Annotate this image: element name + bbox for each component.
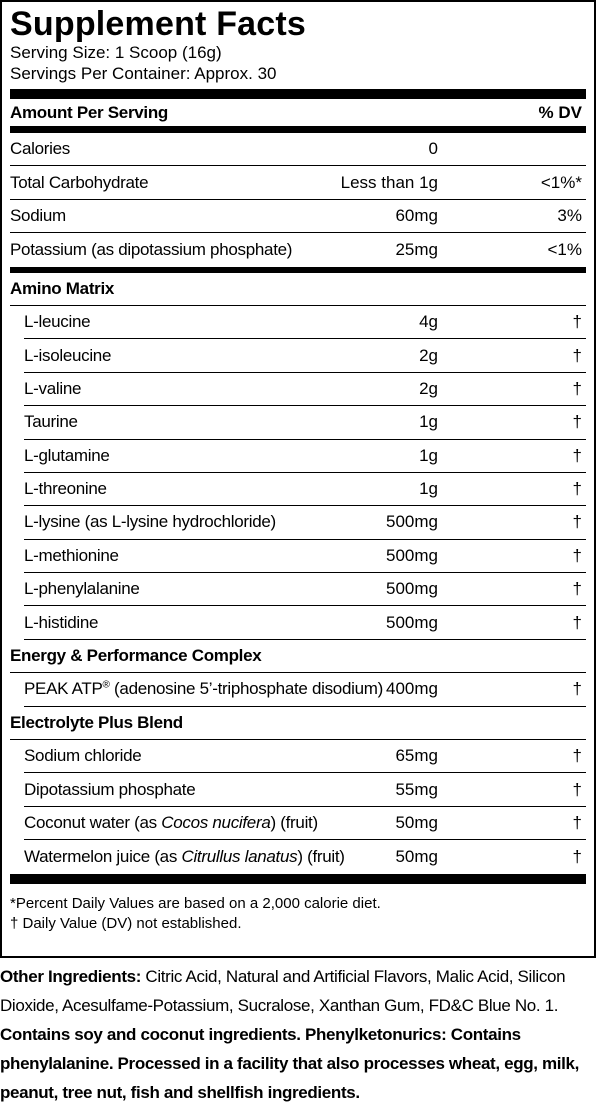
allergen-warning: Contains soy and coconut ingredients. Phenylketonurics: Contains phenylalanine. Processed in a facility that also processes wheat, egg, milk, peanut, tree nut, fish and shellfish ingredients. — [0, 1025, 580, 1102]
latin-name: Citrullus lanatus — [181, 846, 298, 866]
energy-complex-heading — [10, 640, 586, 673]
ingredient-dv: † — [572, 846, 582, 866]
ingredient-dv: † — [572, 679, 582, 699]
ingredient-dv: † — [572, 378, 582, 398]
ingredient-dv: † — [572, 545, 582, 565]
ingredient-amount: 1g — [419, 479, 438, 499]
ingredient-amount: 500mg — [386, 612, 438, 632]
ingredient-amount: 500mg — [386, 512, 438, 532]
ingredient-row — [24, 473, 586, 506]
ingredient-row — [24, 306, 586, 339]
ingredient-row — [24, 573, 586, 606]
ingredient-amount: 1g — [419, 445, 438, 465]
ingredient-dv: † — [572, 579, 582, 599]
name-part: Coconut water (as — [24, 813, 162, 832]
nutrient-dv: <1%* — [540, 172, 582, 192]
ingredient-name: L-phenylalanine — [24, 579, 140, 599]
ingredient-row — [24, 807, 586, 840]
ingredient-amount: 1g — [419, 412, 438, 432]
peak-atp-name: PEAK ATP — [24, 679, 103, 699]
ingredient-amount: 400mg — [386, 679, 438, 699]
panel-title: Supplement Facts — [10, 5, 307, 43]
ingredient-dv: † — [572, 312, 582, 332]
footnote-dagger: † Daily Value (DV) not established. — [10, 914, 242, 932]
nutrient-amount: 25mg — [395, 239, 438, 259]
nutrient-name: Sodium — [10, 205, 66, 225]
ingredient-dv: † — [572, 779, 582, 799]
ingredient-dv: † — [572, 813, 582, 832]
ingredient-row — [24, 840, 586, 873]
nutrient-dv: 3% — [557, 205, 582, 225]
section-title: Amino Matrix — [10, 278, 115, 298]
nutrient-amount: Less than 1g — [340, 172, 438, 192]
amount-per-serving-label: Amount Per Serving — [10, 102, 169, 122]
ingredient-name: Taurine — [24, 412, 78, 432]
ingredient-name: L-glutamine — [24, 445, 110, 465]
ingredient-amount: 65mg — [395, 746, 438, 766]
ingredient-name: L-leucine — [24, 312, 91, 332]
nutrient-amount: 60mg — [395, 205, 438, 225]
ingredient-name: L-lysine (as L-lysine hydrochloride) — [24, 512, 276, 532]
section-title: Energy & Performance Complex — [10, 646, 262, 666]
amount-header-row — [10, 99, 586, 127]
nutrient-name: Calories — [10, 139, 70, 159]
ingredient-dv: † — [572, 345, 582, 365]
ingredient-row — [24, 406, 586, 439]
ingredient-amount: 4g — [419, 312, 438, 332]
ingredient-row — [24, 740, 586, 773]
nutrient-row — [10, 133, 586, 166]
divider-thick — [10, 89, 586, 99]
ingredient-amount: 500mg — [386, 545, 438, 565]
ingredient-dv: † — [572, 612, 582, 632]
ingredient-name: L-valine — [24, 378, 82, 398]
registered-mark: ® — [102, 679, 110, 691]
ingredient-name: L-histidine — [24, 612, 99, 632]
ingredient-dv: † — [572, 412, 582, 432]
ingredient-amount: 2g — [419, 345, 438, 365]
nutrient-dv: <1% — [547, 239, 582, 259]
nutrient-row — [10, 233, 586, 266]
nutrient-name: Total Carbohydrate — [10, 172, 149, 192]
dv-header-label: % DV — [538, 102, 582, 122]
ingredient-row — [24, 773, 586, 806]
peak-atp-description: (adenosine 5’-triphosphate disodium) — [109, 679, 383, 699]
ingredient-row — [24, 440, 586, 473]
ingredient-name: L-methionine — [24, 545, 119, 565]
section-title: Electrolyte Plus Blend — [10, 712, 183, 732]
ingredient-row — [24, 673, 586, 706]
ingredient-row — [24, 506, 586, 539]
nutrient-name: Potassium (as dipotassium phosphate) — [10, 239, 293, 259]
ingredient-row — [24, 339, 586, 372]
ingredient-name: L-isoleucine — [24, 345, 112, 365]
electrolyte-blend-heading — [10, 707, 586, 740]
amino-matrix-heading — [10, 273, 586, 306]
serving-size: Serving Size: 1 Scoop (16g) — [10, 43, 222, 62]
nutrient-row — [10, 200, 586, 233]
ingredient-amount: 50mg — [395, 813, 438, 832]
other-ingredients-list: Citric Acid, Natural and Artificial Flavors, Malic Acid, Silicon Dioxide, Acesulfame-Potassium, Sucralose, Xanthan Gum, FD&C Blue No. 1. — [0, 967, 566, 1015]
nutrient-amount: 0 — [428, 139, 438, 159]
name-part: ) (fruit) — [297, 846, 345, 866]
ingredient-amount: 500mg — [386, 579, 438, 599]
servings-per-container: Servings Per Container: Approx. 30 — [10, 64, 277, 83]
ingredient-amount: 50mg — [395, 846, 438, 866]
ingredient-row — [24, 373, 586, 406]
name-part: Watermelon juice (as — [24, 846, 182, 866]
ingredient-dv: † — [572, 512, 582, 532]
nutrient-row — [10, 166, 586, 199]
ingredient-amount: 55mg — [395, 779, 438, 799]
other-ingredients-label: Other Ingredients: — [0, 967, 142, 986]
ingredient-row — [24, 606, 586, 639]
ingredient-name: Dipotassium phosphate — [24, 779, 196, 799]
ingredient-dv: † — [572, 746, 582, 766]
ingredient-dv: † — [572, 445, 582, 465]
ingredient-name: L-threonine — [24, 479, 107, 499]
footnote-dv: *Percent Daily Values are based on a 2,000 calorie diet. — [10, 894, 381, 912]
latin-name: Cocos nucifera — [161, 813, 271, 832]
ingredient-dv: † — [572, 479, 582, 499]
divider-thick — [10, 874, 586, 884]
ingredient-name: Sodium chloride — [24, 746, 142, 766]
ingredient-row — [24, 540, 586, 573]
name-part: ) (fruit) — [270, 813, 318, 832]
other-ingredients — [0, 962, 600, 1107]
ingredient-amount: 2g — [419, 378, 438, 398]
footnotes — [10, 894, 586, 934]
